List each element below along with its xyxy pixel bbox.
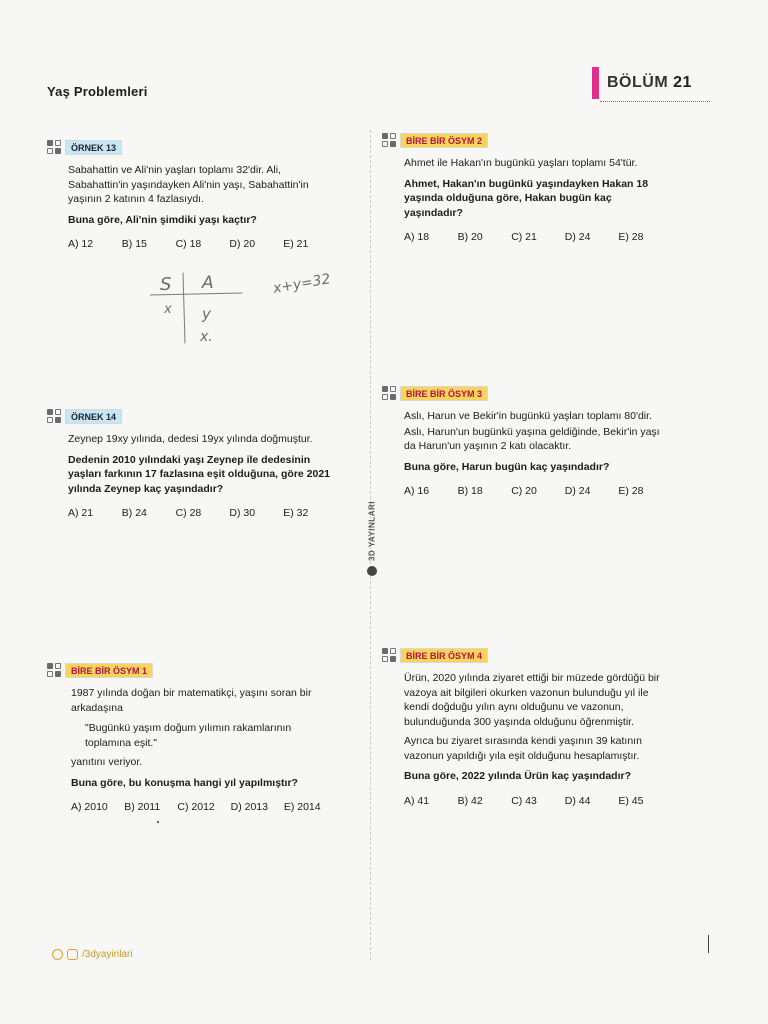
publisher-vertical-label [364,486,380,576]
question-text: Ürün, 2020 yılında ziyaret ettiği bir müzede gördüğü bir vazoya ait bilgileri okurken vazonun bulunduğu yıl ile kendi doğduğu yılın aynı olduğunu ve vazonun, bulunduğunda 300 yaşında olduğunu öğrenmiştir. [404,672,660,728]
answer-options [404,794,672,809]
question-label [47,140,337,154]
option-c[interactable]: C) 18 [175,238,202,250]
option-c[interactable]: C) 2012 [177,801,215,813]
option-d[interactable]: D) 24 [564,485,591,497]
chapter-number: 21 [673,74,692,91]
chapter-rule [600,101,710,102]
question-prompt: Buna göre, 2022 yılında Ürün kaç yaşındadır? [404,770,631,782]
chapter-accent-bar [592,67,599,99]
publisher-name: 3D YAYINLARI [367,501,377,561]
question-ornek-14 [47,409,337,521]
option-d[interactable]: D) 2013 [230,801,268,813]
question-quote: "Bugünkü yaşım doğum yılımın rakamlarının toplamına eşit." [85,722,292,749]
handwriting-col-s: S [160,274,172,295]
handwriting-equation: x+y=32 [271,271,332,297]
question-label [382,386,672,400]
question-text-2: Ayrıca bu ziyaret sırasında kendi yaşının 39 katının vazonun yapıldığı yıla eşit olduğunu hesaplamıştır. [404,735,642,762]
option-b[interactable]: B) 20 [457,231,483,243]
chapter-word: BÖLÜM [607,74,669,91]
handwritten-notes [150,255,370,350]
question-text: Ahmet ile Hakan'ın bugünkü yaşları toplamı 54'tür. [404,157,638,169]
question-osym-3 [382,386,672,499]
option-e[interactable]: E) 28 [618,231,644,243]
option-c[interactable]: C) 21 [511,231,537,243]
option-c[interactable]: C) 20 [511,485,537,497]
instagram-icon [67,949,78,960]
answer-options [71,800,337,815]
question-prompt: Ahmet, Hakan'ın bugünkü yaşındayken Hakan 18 yaşında olduğuna göre, Hakan bugün kaç yaşındadır? [404,177,649,219]
answer-options [404,484,672,499]
option-d[interactable]: D) 24 [564,231,591,243]
option-e[interactable]: E) 28 [618,485,644,497]
question-prompt: Buna göre, bu konuşma hangi yıl yapılmıştır? [71,776,298,789]
option-d[interactable]: D) 30 [229,507,256,519]
question-label [382,648,672,662]
question-text-after: yanıtını veriyor. [71,756,143,768]
question-tag: BİRE BİR ÖSYM 4 [400,648,488,663]
option-d[interactable]: D) 44 [564,794,591,807]
question-osym-2 [382,133,672,245]
option-d[interactable]: D) 20 [229,238,256,250]
option-e[interactable]: E) 32 [283,507,309,519]
answer-options [68,237,337,252]
option-a[interactable]: A) 21 [68,507,94,519]
option-b[interactable]: B) 15 [121,238,147,250]
option-a[interactable]: A) 18 [404,231,430,243]
page-edge-mark [708,935,709,953]
question-text-2: Aslı, Harun'un bugünkü yaşına geldiğinde, Bekir'in yaşı da Harun'un yaşının 2 katı olacaktır. [404,425,660,452]
social-handle: /3dyayinlari [82,949,133,960]
question-ornek-13 [47,140,337,252]
publisher-logo-icon [367,566,377,576]
grid-icon [382,386,396,400]
handwriting-row2: x. [200,329,213,345]
option-a[interactable]: A) 12 [68,238,94,250]
question-label [382,133,672,147]
grid-icon [47,409,61,423]
question-text: Zeynep 19xy yılında, dedesi 19yx yılında doğmuştur. [68,433,313,445]
question-text: Sabahattin ve Ali'nin yaşları toplamı 32'dir. Ali, Sabahattin'in yaşındayken Ali'nin yaşı, Sabahattin'in yaşının 2 katının 4 fazlasıydı. [68,164,309,205]
question-tag: BİRE BİR ÖSYM 3 [400,386,488,401]
chapter-label [607,74,692,92]
handwriting-row1-y: y [202,305,211,323]
answer-options [68,506,337,521]
grid-icon [47,663,61,677]
option-b[interactable]: B) 24 [121,507,147,519]
question-label [47,409,337,423]
question-tag: ÖRNEK 14 [65,409,122,424]
question-osym-4 [382,648,672,808]
handwriting-row1-x: x [164,302,172,317]
question-tag: BİRE BİR ÖSYM 1 [65,663,153,678]
option-a[interactable]: A) 2010 [71,801,108,813]
youtube-icon [52,949,63,960]
section-title: Yaş Problemleri [47,84,148,99]
grid-icon [382,133,396,147]
stray-mark [157,821,159,823]
grid-icon [382,648,396,662]
option-e[interactable]: E) 45 [618,794,644,807]
handwriting-col-a: A [202,273,214,293]
option-c[interactable]: C) 43 [511,794,537,807]
question-tag: ÖRNEK 13 [65,140,122,155]
answer-options [404,230,672,245]
chapter-badge [592,66,710,100]
question-prompt: Buna göre, Harun bugün kaç yaşındadır? [404,460,610,473]
option-b[interactable]: B) 42 [457,794,483,807]
grid-icon [47,140,61,154]
question-tag: BİRE BİR ÖSYM 2 [400,133,488,148]
question-prompt: Dedenin 2010 yılındaki yaşı Zeynep ile dedesinin yaşları farkının 17 fazlasına eşit olduğuna, göre 2021 yılında Zeynep kaç yaşındadır? [68,453,331,495]
option-e[interactable]: E) 2014 [283,801,321,813]
option-a[interactable]: A) 41 [404,794,430,807]
question-text: 1987 yılında doğan bir matematikçi, yaşını soran bir arkadaşına [71,687,312,714]
question-osym-1 [47,663,337,815]
question-prompt: Buna göre, Ali'nin şimdiki yaşı kaçtır? [68,213,257,226]
footer-social [52,949,133,960]
option-b[interactable]: B) 18 [457,485,483,497]
option-b[interactable]: B) 2011 [124,801,161,813]
option-e[interactable]: E) 21 [283,238,309,250]
question-label [47,663,337,677]
question-text: Aslı, Harun ve Bekir'in bugünkü yaşları toplamı 80'dir. [404,410,652,422]
option-a[interactable]: A) 16 [404,485,430,497]
option-c[interactable]: C) 28 [175,507,202,519]
